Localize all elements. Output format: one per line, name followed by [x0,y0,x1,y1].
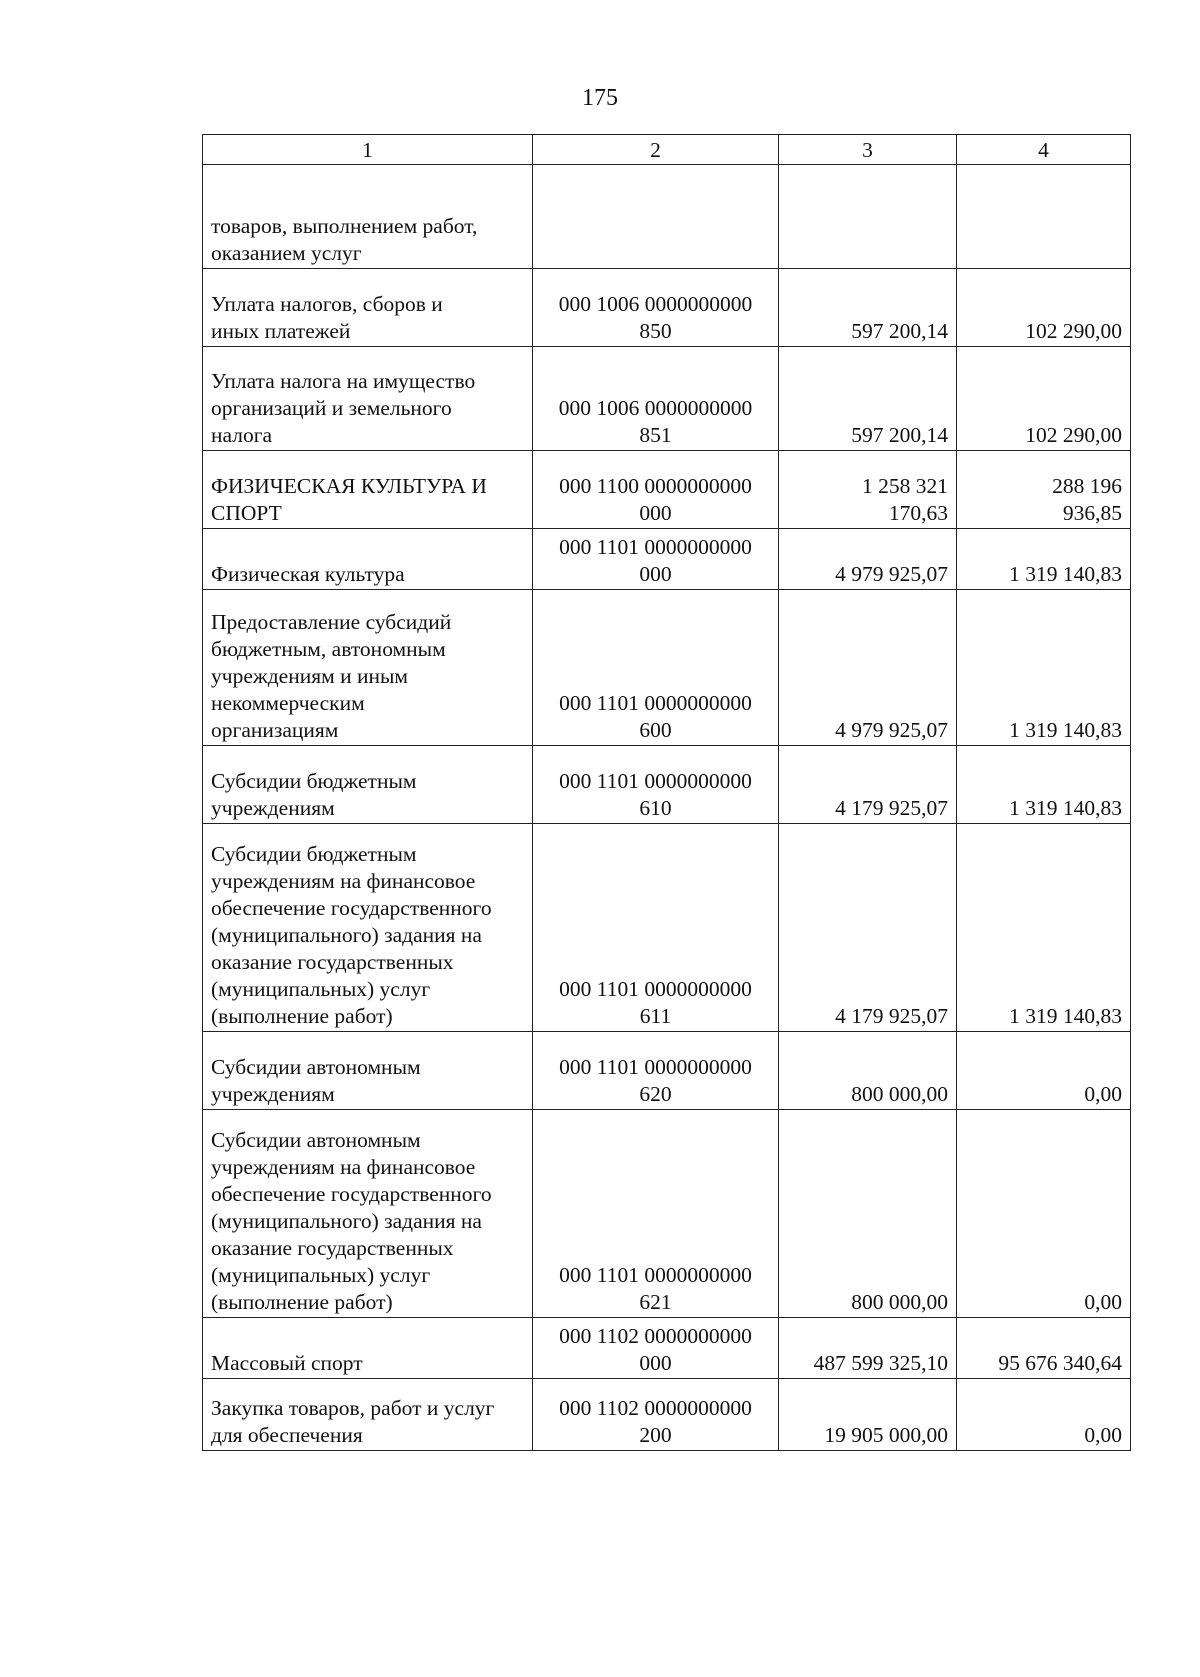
cell-text-line: учреждениям [211,796,335,820]
cell-text-line: (муниципального) задания на [211,1209,482,1233]
row-code-cell [533,746,779,824]
cell-text-line: 288 196 [1052,474,1122,498]
cell-text-line: Субсидии автономным [211,1128,421,1152]
cell-text-line: (муниципальных) услуг [211,977,431,1001]
cell-text-line: 851 [639,423,672,447]
cell-text-line: 936,85 [1062,501,1122,525]
table-row [203,347,1131,451]
cell-text-line: 1 319 140,83 [1009,718,1122,742]
row-name-cell [203,269,533,347]
cell-text-line: 200 [639,1423,672,1447]
cell-text-line: 102 290,00 [1025,423,1122,447]
cell-text-line: 1 258 321 [862,474,948,498]
row-name-cell [203,347,533,451]
row-name-cell [203,529,533,590]
row-value-col4-cell [957,824,1131,1032]
page-number: 175 [582,85,618,111]
cell-text-line: 000 1102 0000000000 [559,1396,752,1420]
cell-text-line: 1 319 140,83 [1009,1004,1122,1028]
row-code-cell [533,1110,779,1318]
row-value-col3-cell [779,746,957,824]
row-value-col4-cell [957,529,1131,590]
cell-text-line: СПОРТ [211,501,282,525]
cell-text-line: организациям [211,718,339,742]
cell-text-line: 000 1101 0000000000 [559,1263,752,1287]
cell-text-line: 000 1101 0000000000 [559,691,752,715]
cell-text-line: 000 1006 0000000000 [558,396,753,420]
row-value-col3-cell [779,590,957,746]
cell-text-line: 000 1101 0000000000 [559,1055,752,1079]
row-value-col3-cell [779,1379,957,1451]
cell-text-line: 610 [639,796,672,820]
cell-text-line: для обеспечения [211,1423,363,1447]
row-value-col4-cell [957,590,1131,746]
cell-text-line: (выполнение работ) [211,1290,393,1314]
cell-text-line: Закупка товаров, работ и услуг [211,1396,495,1420]
row-value-col3-cell [779,347,957,451]
row-name-cell [203,824,533,1032]
table-row [203,1379,1131,1451]
cell-text-line: 000 1101 0000000000 [559,977,752,1001]
cell-text-line: 4 979 925,07 [835,718,948,742]
row-value-col3-cell [779,269,957,347]
row-value-col3-cell [779,1032,957,1110]
cell-text-line: Уплата налога на имущество [211,369,476,393]
cell-text-line: Уплата налогов, сборов и [211,292,443,316]
cell-text-line: 611 [639,1004,672,1028]
column-header: 4 [957,135,1131,165]
row-name-cell [203,451,533,529]
cell-text-line: 600 [639,718,672,742]
cell-text-line: Физическая культура [211,562,405,586]
cell-text-line: Предоставление субсидий [211,610,452,634]
cell-text-line: ФИЗИЧЕСКАЯ КУЛЬТУРА И [211,474,487,498]
cell-text-line: 000 1101 0000000000 [559,535,752,559]
row-code-cell [533,347,779,451]
row-name-cell [203,165,533,269]
cell-text-line: 0,00 [1084,1423,1122,1447]
cell-text-line: 597 200,14 [851,423,948,447]
cell-text-line: 1 319 140,83 [1009,796,1122,820]
cell-text-line: 95 676 340,64 [998,1351,1122,1375]
cell-text-line: 102 290,00 [1025,319,1122,343]
cell-text-line: 4 979 925,07 [835,562,948,586]
cell-text-line: 0,00 [1084,1082,1122,1106]
row-code-cell [533,451,779,529]
row-value-col4-cell [957,746,1131,824]
cell-text-line: Субсидии бюджетным [211,769,417,793]
cell-text-line: учреждениям на финансовое [211,1155,476,1179]
budget-table [202,134,1131,1451]
row-code-cell [533,1032,779,1110]
row-code-cell [533,529,779,590]
cell-text-line: бюджетным, автономным [211,637,446,661]
cell-text-line: 000 1100 0000000000 [559,474,752,498]
cell-text-line: иных платежей [211,319,351,343]
row-value-col4-cell [957,347,1131,451]
row-value-col3-cell [779,824,957,1032]
row-name-cell [203,1110,533,1318]
row-code-cell [533,1379,779,1451]
cell-text-line: 000 [639,501,672,525]
row-value-col4-cell [957,269,1131,347]
cell-text-line: 000 1101 0000000000 [559,769,752,793]
table-row [203,529,1131,590]
cell-text-line: 000 1102 0000000000 [559,1324,752,1348]
table-row [203,1032,1131,1110]
table-header-row [203,135,1131,165]
row-value-col4-cell [957,165,1131,269]
cell-text-line: Субсидии бюджетным [211,842,417,866]
row-value-col4-cell [957,1110,1131,1318]
table-row [203,165,1131,269]
cell-text-line: (выполнение работ) [211,1004,393,1028]
row-value-col4-cell [957,451,1131,529]
column-header: 1 [203,135,533,165]
cell-text-line: учреждениям на финансовое [211,869,476,893]
cell-text-line: 4 179 925,07 [835,796,948,820]
row-value-col3-cell [779,529,957,590]
row-code-cell [533,1318,779,1379]
row-name-cell [203,590,533,746]
cell-text-line: учреждениям и иным [211,664,409,688]
row-name-cell [203,1032,533,1110]
cell-text-line: 000 1006 0000000000 [558,292,753,316]
cell-text-line: 19 905 000,00 [824,1423,948,1447]
row-value-col3-cell [779,165,957,269]
row-code-cell [533,165,779,269]
cell-text-line: 000 [639,1351,672,1375]
row-value-col4-cell [957,1318,1131,1379]
cell-text-line: обеспечение государственного [211,1182,492,1206]
cell-text-line: 0,00 [1084,1290,1122,1314]
table-row [203,824,1131,1032]
cell-text-line: (муниципального) задания на [211,923,482,947]
cell-text-line: 850 [639,319,672,343]
row-code-cell [533,824,779,1032]
row-value-col3-cell [779,1318,957,1379]
cell-text-line: товаров, выполнением работ, [211,214,478,238]
table-row [203,746,1131,824]
cell-text-line: 597 200,14 [851,319,948,343]
column-header: 3 [779,135,957,165]
row-value-col3-cell [779,451,957,529]
cell-text-line: Массовый спорт [211,1351,363,1375]
cell-text-line: учреждениям [211,1082,335,1106]
table-row [203,451,1131,529]
cell-text-line: оказание государственных [211,1236,454,1260]
cell-text-line: 800 000,00 [851,1082,948,1106]
row-name-cell [203,1379,533,1451]
row-value-col4-cell [957,1379,1131,1451]
cell-text-line: 170,63 [888,501,948,525]
cell-text-line: (муниципальных) услуг [211,1263,431,1287]
table-row [203,269,1131,347]
row-name-cell [203,746,533,824]
table-row [203,1318,1131,1379]
cell-text-line: 000 [639,562,672,586]
cell-text-line: Субсидии автономным [211,1055,421,1079]
cell-text-line: 800 000,00 [851,1290,948,1314]
cell-text-line: 620 [639,1082,672,1106]
row-value-col4-cell [957,1032,1131,1110]
cell-text-line: налога [211,423,273,447]
row-value-col3-cell [779,1110,957,1318]
column-header: 2 [533,135,779,165]
cell-text-line: некоммерческим [211,691,365,715]
cell-text-line: 4 179 925,07 [835,1004,948,1028]
table-row [203,1110,1131,1318]
table-row [203,590,1131,746]
cell-text-line: 621 [639,1290,672,1314]
cell-text-line: оказанием услуг [211,241,362,265]
row-name-cell [203,1318,533,1379]
row-code-cell [533,590,779,746]
cell-text-line: обеспечение государственного [211,896,492,920]
cell-text-line: 487 599 325,10 [813,1351,948,1375]
cell-text-line: оказание государственных [211,950,454,974]
row-code-cell [533,269,779,347]
cell-text-line: 1 319 140,83 [1009,562,1122,586]
cell-text-line: организаций и земельного [211,396,452,420]
